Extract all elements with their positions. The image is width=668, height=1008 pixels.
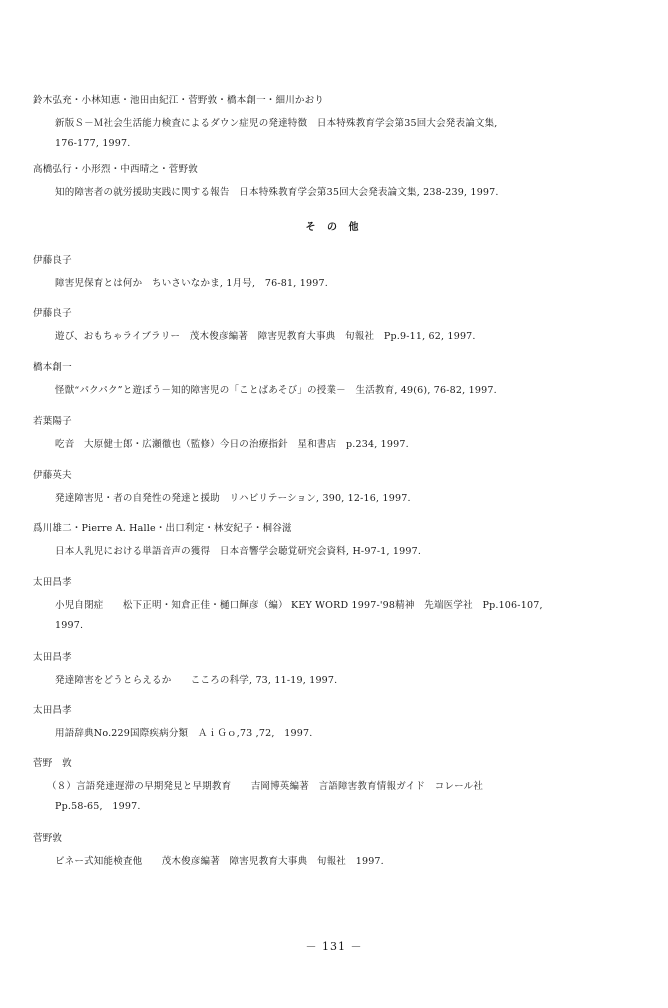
entry-authors: 橋本創一 xyxy=(33,362,72,373)
citation-line: 障害児保育とは何か ちいさいなかま, 1月号, 76-81, 1997. xyxy=(55,278,328,289)
citation-line: （８）言語発達遅滞の早期発見と早期教育 吉岡博英編著 言語障害教育情報ガイド コレール社 xyxy=(47,781,484,792)
page-number: － 131 － xyxy=(305,940,363,953)
entry-citation xyxy=(55,381,648,401)
entry-authors: 鈴木弘充・小林知恵・池田由紀江・菅野敦・橋本創一・細川かおり xyxy=(33,95,325,106)
entry-citation xyxy=(55,724,648,744)
citation-line: Pp.58-65, 1997. xyxy=(55,801,141,812)
citation-line: 怪獣“パクパク”と遊ぼう－知的障害児の「ことばあそび」の授業－ 生活教育, 49(6), 76-82, 1997. xyxy=(55,385,497,396)
bibliography-entry xyxy=(33,832,648,872)
entry-authors: 高橋弘行・小形烈・中西晴之・菅野敦 xyxy=(33,164,198,175)
bibliography-entry xyxy=(33,254,648,294)
bibliography-entry xyxy=(33,469,648,509)
bibliography-entry xyxy=(33,704,648,744)
entry-citation xyxy=(55,435,648,455)
entry-authors: 太田昌孝 xyxy=(33,577,72,588)
bibliography-entry xyxy=(33,576,648,636)
bibliography-entry xyxy=(33,163,648,203)
entry-authors: 若葉陽子 xyxy=(33,416,72,427)
entry-citation xyxy=(55,114,648,154)
bibliography-entry xyxy=(33,522,648,562)
entry-citation xyxy=(55,852,648,872)
entry-citation xyxy=(55,327,648,347)
citation-line: 吃音 大原健士郎・広瀬徹也（監修）今日の治療指針 星和書店 p.234, 1997. xyxy=(55,439,409,450)
bibliography-entry xyxy=(33,651,648,691)
entry-authors: 菅野 敦 xyxy=(33,758,72,769)
entry-authors: 伊藤良子 xyxy=(33,308,72,319)
entry-authors: 菅野敦 xyxy=(33,833,63,844)
citation-line: 知的障害者の就労援助実践に関する報告 日本特殊教育学会第35回大会発表論文集, 238-239, 1997. xyxy=(55,187,499,198)
section-heading: そ の 他 xyxy=(305,222,363,233)
entry-citation xyxy=(55,671,648,691)
entry-authors: 伊藤英夫 xyxy=(33,470,72,481)
citation-line: 新版Ｓ－Ｍ社会生活能力検査によるダウン症児の発達特徴 日本特殊教育学会第35回大会発表論文集, xyxy=(55,118,498,129)
bibliography-entry xyxy=(33,94,648,154)
citation-line: ビネー式知能検査他 茂木俊彦編著 障害児教育大事典 旬報社 1997. xyxy=(55,856,384,867)
entry-authors: 太田昌孝 xyxy=(33,705,72,716)
entry-citation xyxy=(55,274,648,294)
citation-line: 小児自閉症 松下正明・知倉正佳・樋口輝彦（編） KEY WORD 1997-'98精神 先端医学社 Pp.106-107, xyxy=(55,600,543,611)
entry-citation xyxy=(55,183,648,203)
entry-authors: 伊藤良子 xyxy=(33,255,72,266)
citation-line: 日本人乳児における単語音声の獲得 日本音響学会聴覚研究会資料, H-97-1, 1997. xyxy=(55,546,422,557)
entry-citation xyxy=(55,596,648,636)
citation-line: 発達障害児・者の自発性の発達と援助 リハビリテーション, 390, 12-16, 1997. xyxy=(55,493,411,504)
entry-authors: 太田昌孝 xyxy=(33,652,72,663)
entry-citation xyxy=(47,777,648,817)
bibliography-entry xyxy=(33,307,648,347)
citation-line: 1997. xyxy=(55,620,84,631)
citation-line: 176-177, 1997. xyxy=(55,138,131,149)
bibliography-entry xyxy=(33,757,648,817)
entry-citation xyxy=(55,489,648,509)
entry-authors: 爲川雄二・Pierre A. Halle・出口利定・林安紀子・桐谷滋 xyxy=(33,523,292,534)
citation-line: 遊び、おもちゃライブラリー 茂木俊彦編著 障害児教育大事典 旬報社 Pp.9-11, 62, 1997. xyxy=(55,331,476,342)
citation-line: 発達障害をどうとらえるか こころの科学, 73, 11-19, 1997. xyxy=(55,675,338,686)
bibliography-entry xyxy=(33,361,648,401)
entry-citation xyxy=(55,542,648,562)
citation-line: 用語辞典No.229国際疾病分類 ＡｉＧｏ,73 ,72, 1997. xyxy=(55,728,313,739)
bibliography-entry xyxy=(33,415,648,455)
